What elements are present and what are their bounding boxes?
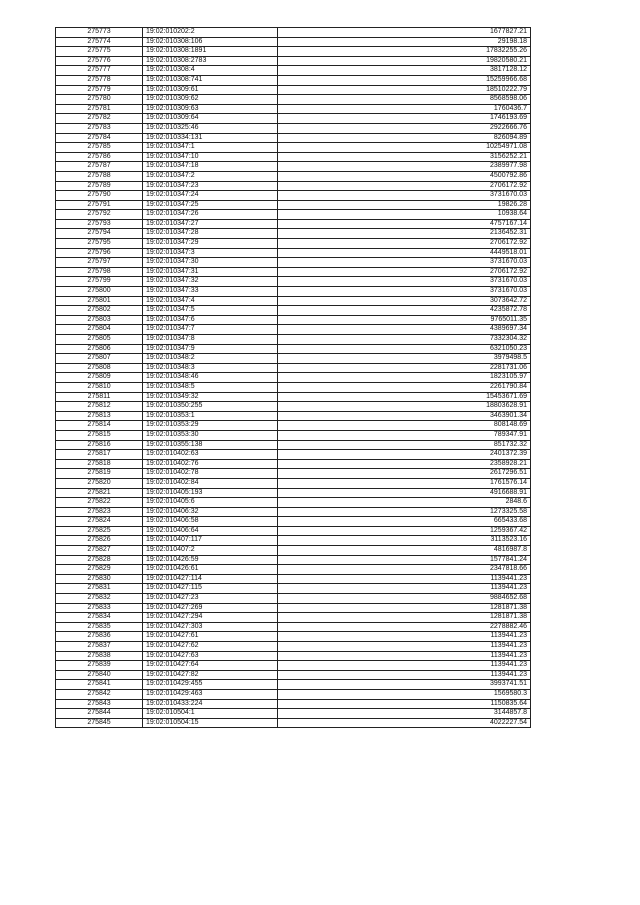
table-row: [56, 392, 531, 402]
value-cell: 4757167.14: [278, 219, 531, 229]
table-row: [56, 507, 531, 517]
value-cell: 1139441.23: [278, 642, 531, 652]
value-cell: 3156252.21: [278, 152, 531, 162]
table-row: [56, 402, 531, 412]
value-cell: 3463901.34: [278, 411, 531, 421]
table-row: [56, 325, 531, 335]
value-cell: 1139441.23: [278, 632, 531, 642]
row-number-cell: 275799: [56, 277, 143, 287]
table-row: [56, 296, 531, 306]
cadastral-number-cell: 19:02:010426:61: [143, 565, 278, 575]
value-cell: 2706172.92: [278, 181, 531, 191]
table-row: [56, 28, 531, 38]
cadastral-number-cell: 19:02:010405:193: [143, 488, 278, 498]
row-number-cell: 275845: [56, 718, 143, 728]
value-cell: 17832255.26: [278, 47, 531, 57]
table-row: [56, 440, 531, 450]
row-number-cell: 275789: [56, 181, 143, 191]
cadastral-number-cell: 19:02:010406:58: [143, 517, 278, 527]
value-cell: 1139441.23: [278, 670, 531, 680]
value-cell: 665433.68: [278, 517, 531, 527]
value-cell: 3993741.51: [278, 680, 531, 690]
row-number-cell: 275784: [56, 133, 143, 143]
row-number-cell: 275843: [56, 699, 143, 709]
row-number-cell: 275826: [56, 536, 143, 546]
row-number-cell: 275791: [56, 200, 143, 210]
row-number-cell: 275794: [56, 229, 143, 239]
table-row: [56, 66, 531, 76]
cadastral-number-cell: 19:02:010308:4: [143, 66, 278, 76]
value-cell: 1139441.23: [278, 574, 531, 584]
table-row: [56, 248, 531, 258]
row-number-cell: 275782: [56, 114, 143, 124]
table-row: [56, 574, 531, 584]
value-cell: 2922666.76: [278, 123, 531, 133]
cadastral-number-cell: 19:02:010347:2: [143, 171, 278, 181]
value-cell: 15453671.69: [278, 392, 531, 402]
table-row: [56, 104, 531, 114]
row-number-cell: 275785: [56, 143, 143, 153]
cadastral-number-cell: 19:02:010347:30: [143, 258, 278, 268]
cadastral-number-cell: 19:02:010309:62: [143, 95, 278, 105]
cadastral-number-cell: 19:02:010402:63: [143, 450, 278, 460]
row-number-cell: 275813: [56, 411, 143, 421]
value-cell: 3073642.72: [278, 296, 531, 306]
cadastral-number-cell: 19:02:010429:463: [143, 689, 278, 699]
value-cell: 1281871.38: [278, 603, 531, 613]
value-cell: 1746193.69: [278, 114, 531, 124]
value-cell: 3731670.03: [278, 287, 531, 297]
row-number-cell: 275818: [56, 459, 143, 469]
value-cell: 15259966.68: [278, 75, 531, 85]
cadastral-number-cell: 19:02:010353:1: [143, 411, 278, 421]
row-number-cell: 275787: [56, 162, 143, 172]
table-row: [56, 229, 531, 239]
value-cell: 4916688.91: [278, 488, 531, 498]
cadastral-number-cell: 19:02:010347:33: [143, 287, 278, 297]
row-number-cell: 275829: [56, 565, 143, 575]
value-cell: 1150835.64: [278, 699, 531, 709]
table-row: [56, 421, 531, 431]
row-number-cell: 275811: [56, 392, 143, 402]
row-number-cell: 275828: [56, 555, 143, 565]
table-row: [56, 709, 531, 719]
table-row: [56, 459, 531, 469]
value-cell: 4500792.86: [278, 171, 531, 181]
table-row: [56, 699, 531, 709]
row-number-cell: 275790: [56, 191, 143, 201]
value-cell: 3979498.5: [278, 354, 531, 364]
value-cell: 1677827.21: [278, 28, 531, 38]
value-cell: 18510222.79: [278, 85, 531, 95]
cadastral-number-cell: 19:02:010308:106: [143, 37, 278, 47]
value-cell: 3144857.8: [278, 709, 531, 719]
value-cell: 2401372.39: [278, 450, 531, 460]
cadastral-number-cell: 19:02:010427:294: [143, 613, 278, 623]
value-cell: 1577841.24: [278, 555, 531, 565]
cadastral-number-cell: 19:02:010334:131: [143, 133, 278, 143]
table-row: [56, 143, 531, 153]
row-number-cell: 275775: [56, 47, 143, 57]
table-row: [56, 488, 531, 498]
table-row: [56, 478, 531, 488]
row-number-cell: 275777: [56, 66, 143, 76]
cadastral-number-cell: 19:02:010347:9: [143, 344, 278, 354]
row-number-cell: 275776: [56, 56, 143, 66]
table-row: [56, 689, 531, 699]
value-cell: 10254971.08: [278, 143, 531, 153]
value-cell: 4816987.8: [278, 546, 531, 556]
value-cell: 4389697.34: [278, 325, 531, 335]
cadastral-number-cell: 19:02:010309:63: [143, 104, 278, 114]
table-row: [56, 718, 531, 728]
cadastral-number-cell: 19:02:010427:63: [143, 651, 278, 661]
row-number-cell: 275838: [56, 651, 143, 661]
table-row: [56, 200, 531, 210]
cadastral-number-cell: 19:02:010427:23: [143, 594, 278, 604]
row-number-cell: 275823: [56, 507, 143, 517]
value-cell: 4022227.54: [278, 718, 531, 728]
table-row: [56, 498, 531, 508]
value-cell: 2278882.46: [278, 622, 531, 632]
row-number-cell: 275814: [56, 421, 143, 431]
row-number-cell: 275816: [56, 440, 143, 450]
cadastral-number-cell: 19:02:010308:741: [143, 75, 278, 85]
value-cell: 826094.89: [278, 133, 531, 143]
cadastral-number-cell: 19:02:010406:64: [143, 526, 278, 536]
cadastral-number-cell: 19:02:010347:1: [143, 143, 278, 153]
table-row: [56, 95, 531, 105]
row-number-cell: 275835: [56, 622, 143, 632]
row-number-cell: 275831: [56, 584, 143, 594]
cadastral-number-cell: 19:02:010427:115: [143, 584, 278, 594]
table-row: [56, 613, 531, 623]
table-row: [56, 382, 531, 392]
table-body: [56, 28, 531, 728]
table-row: [56, 594, 531, 604]
cadastral-number-cell: 19:02:010504:15: [143, 718, 278, 728]
table-row: [56, 258, 531, 268]
cadastral-number-cell: 19:02:010350:255: [143, 402, 278, 412]
row-number-cell: 275824: [56, 517, 143, 527]
cadastral-number-cell: 19:02:010348:5: [143, 382, 278, 392]
row-number-cell: 275792: [56, 210, 143, 220]
row-number-cell: 275774: [56, 37, 143, 47]
cadastral-number-cell: 19:02:010426:59: [143, 555, 278, 565]
cadastral-number-cell: 19:02:010347:7: [143, 325, 278, 335]
table-row: [56, 75, 531, 85]
table-row: [56, 85, 531, 95]
row-number-cell: 275801: [56, 296, 143, 306]
value-cell: 19820580.21: [278, 56, 531, 66]
value-cell: 851732.32: [278, 440, 531, 450]
value-cell: 3113523.16: [278, 536, 531, 546]
row-number-cell: 275773: [56, 28, 143, 38]
table-row: [56, 622, 531, 632]
row-number-cell: 275806: [56, 344, 143, 354]
row-number-cell: 275812: [56, 402, 143, 412]
cadastral-number-cell: 19:02:010347:8: [143, 335, 278, 345]
value-cell: 18803628.91: [278, 402, 531, 412]
cadastral-number-cell: 19:02:010405:6: [143, 498, 278, 508]
value-cell: 1569580.3: [278, 689, 531, 699]
table-row: [56, 411, 531, 421]
table-row: [56, 306, 531, 316]
cadastral-number-cell: 19:02:010347:3: [143, 248, 278, 258]
table-row: [56, 162, 531, 172]
cadastral-number-cell: 19:02:010433:224: [143, 699, 278, 709]
cadastral-number-cell: 19:02:010347:18: [143, 162, 278, 172]
cadastral-number-cell: 19:02:010353:29: [143, 421, 278, 431]
row-number-cell: 275815: [56, 430, 143, 440]
cadastral-number-cell: 19:02:010347:31: [143, 267, 278, 277]
value-cell: 2389977.98: [278, 162, 531, 172]
row-number-cell: 275841: [56, 680, 143, 690]
cadastral-number-cell: 19:02:010427:303: [143, 622, 278, 632]
table-row: [56, 344, 531, 354]
cadastral-number-cell: 19:02:010402:78: [143, 469, 278, 479]
value-cell: 1760436.7: [278, 104, 531, 114]
cadastral-number-cell: 19:02:010309:61: [143, 85, 278, 95]
row-number-cell: 275807: [56, 354, 143, 364]
cadastral-number-cell: 19:02:010347:5: [143, 306, 278, 316]
cadastral-number-cell: 19:02:010347:25: [143, 200, 278, 210]
table-row: [56, 56, 531, 66]
row-number-cell: 275819: [56, 469, 143, 479]
table-row: [56, 152, 531, 162]
cadastral-number-cell: 19:02:010407:2: [143, 546, 278, 556]
row-number-cell: 275779: [56, 85, 143, 95]
table-row: [56, 239, 531, 249]
table-row: [56, 536, 531, 546]
table-row: [56, 430, 531, 440]
cadastral-number-cell: 19:02:010429:455: [143, 680, 278, 690]
row-number-cell: 275836: [56, 632, 143, 642]
cadastral-number-cell: 19:02:010347:27: [143, 219, 278, 229]
value-cell: 2706172.92: [278, 239, 531, 249]
value-cell: 2136452.31: [278, 229, 531, 239]
cadastral-number-cell: 19:02:010325:46: [143, 123, 278, 133]
table-row: [56, 565, 531, 575]
row-number-cell: 275821: [56, 488, 143, 498]
row-number-cell: 275844: [56, 709, 143, 719]
value-cell: 4235872.78: [278, 306, 531, 316]
row-number-cell: 275804: [56, 325, 143, 335]
cadastral-number-cell: 19:02:010402:76: [143, 459, 278, 469]
table-row: [56, 315, 531, 325]
row-number-cell: 275780: [56, 95, 143, 105]
value-cell: 3731670.03: [278, 191, 531, 201]
table-row: [56, 335, 531, 345]
value-cell: 8568598.06: [278, 95, 531, 105]
cadastral-number-cell: 19:02:010347:23: [143, 181, 278, 191]
value-cell: 6321050.23: [278, 344, 531, 354]
value-cell: 1259367.42: [278, 526, 531, 536]
row-number-cell: 275796: [56, 248, 143, 258]
table-row: [56, 363, 531, 373]
row-number-cell: 275827: [56, 546, 143, 556]
value-cell: 1273325.58: [278, 507, 531, 517]
row-number-cell: 275795: [56, 239, 143, 249]
table-row: [56, 373, 531, 383]
value-cell: 3817128.12: [278, 66, 531, 76]
row-number-cell: 275830: [56, 574, 143, 584]
value-cell: 1139441.23: [278, 584, 531, 594]
table-row: [56, 642, 531, 652]
cadastral-number-cell: 19:02:010347:26: [143, 210, 278, 220]
row-number-cell: 275802: [56, 306, 143, 316]
cadastral-number-cell: 19:02:010355:138: [143, 440, 278, 450]
row-number-cell: 275822: [56, 498, 143, 508]
table-row: [56, 632, 531, 642]
table-row: [56, 277, 531, 287]
table-row: [56, 517, 531, 527]
cadastral-number-cell: 19:02:010402:84: [143, 478, 278, 488]
row-number-cell: 275781: [56, 104, 143, 114]
cadastral-number-cell: 19:02:010347:4: [143, 296, 278, 306]
value-cell: 808148.69: [278, 421, 531, 431]
table-row: [56, 469, 531, 479]
value-cell: 789347.91: [278, 430, 531, 440]
value-cell: 10938.64: [278, 210, 531, 220]
row-number-cell: 275803: [56, 315, 143, 325]
table-row: [56, 680, 531, 690]
cadastral-number-cell: 19:02:010348:46: [143, 373, 278, 383]
cadastral-number-cell: 19:02:010427:64: [143, 661, 278, 671]
table-row: [56, 191, 531, 201]
cadastral-number-cell: 19:02:010347:10: [143, 152, 278, 162]
value-cell: 1139441.23: [278, 651, 531, 661]
row-number-cell: 275798: [56, 267, 143, 277]
table-row: [56, 555, 531, 565]
table-row: [56, 450, 531, 460]
value-cell: 2347818.66: [278, 565, 531, 575]
cadastral-number-cell: 19:02:010309:64: [143, 114, 278, 124]
cadastral-number-cell: 19:02:010504:1: [143, 709, 278, 719]
value-cell: 2848.6: [278, 498, 531, 508]
value-cell: 3731670.03: [278, 258, 531, 268]
row-number-cell: 275840: [56, 670, 143, 680]
table-row: [56, 526, 531, 536]
value-cell: 1139441.23: [278, 661, 531, 671]
cadastral-number-cell: 19:02:010407:117: [143, 536, 278, 546]
cadastral-number-cell: 19:02:010347:28: [143, 229, 278, 239]
table-row: [56, 210, 531, 220]
table-row: [56, 546, 531, 556]
table-row: [56, 219, 531, 229]
table-row: [56, 287, 531, 297]
table-row: [56, 354, 531, 364]
row-number-cell: 275839: [56, 661, 143, 671]
table-row: [56, 47, 531, 57]
row-number-cell: 275809: [56, 373, 143, 383]
table-row: [56, 661, 531, 671]
cadastral-number-cell: 19:02:010427:61: [143, 632, 278, 642]
cadastral-number-cell: 19:02:010427:82: [143, 670, 278, 680]
row-number-cell: 275793: [56, 219, 143, 229]
table-row: [56, 114, 531, 124]
table-row: [56, 670, 531, 680]
table-row: [56, 171, 531, 181]
cadastral-number-cell: 19:02:010308:1891: [143, 47, 278, 57]
cadastral-number-cell: 19:02:010347:24: [143, 191, 278, 201]
cadastral-number-cell: 19:02:010348:2: [143, 354, 278, 364]
cadastral-number-cell: 19:02:010202:2: [143, 28, 278, 38]
cadastral-value-table: [55, 27, 531, 728]
value-cell: 1823105.97: [278, 373, 531, 383]
table-row: [56, 133, 531, 143]
value-cell: 2281731.06: [278, 363, 531, 373]
row-number-cell: 275788: [56, 171, 143, 181]
table-row: [56, 123, 531, 133]
row-number-cell: 275825: [56, 526, 143, 536]
row-number-cell: 275820: [56, 478, 143, 488]
table-row: [56, 651, 531, 661]
row-number-cell: 275797: [56, 258, 143, 268]
cadastral-number-cell: 19:02:010308:2783: [143, 56, 278, 66]
cadastral-number-cell: 19:02:010347:29: [143, 239, 278, 249]
cadastral-number-cell: 19:02:010347:6: [143, 315, 278, 325]
cadastral-number-cell: 19:02:010353:30: [143, 430, 278, 440]
row-number-cell: 275817: [56, 450, 143, 460]
cadastral-number-cell: 19:02:010427:269: [143, 603, 278, 613]
value-cell: 2358928.21: [278, 459, 531, 469]
value-cell: 29198.18: [278, 37, 531, 47]
value-cell: 19826.28: [278, 200, 531, 210]
row-number-cell: 275783: [56, 123, 143, 133]
table-row: [56, 181, 531, 191]
cadastral-number-cell: 19:02:010406:32: [143, 507, 278, 517]
row-number-cell: 275832: [56, 594, 143, 604]
value-cell: 4449518.01: [278, 248, 531, 258]
row-number-cell: 275786: [56, 152, 143, 162]
table-row: [56, 603, 531, 613]
table-row: [56, 584, 531, 594]
row-number-cell: 275833: [56, 603, 143, 613]
value-cell: 1281871.38: [278, 613, 531, 623]
row-number-cell: 275837: [56, 642, 143, 652]
row-number-cell: 275810: [56, 382, 143, 392]
cadastral-number-cell: 19:02:010427:114: [143, 574, 278, 584]
row-number-cell: 275805: [56, 335, 143, 345]
table-row: [56, 267, 531, 277]
row-number-cell: 275808: [56, 363, 143, 373]
cadastral-number-cell: 19:02:010348:3: [143, 363, 278, 373]
row-number-cell: 275800: [56, 287, 143, 297]
row-number-cell: 275778: [56, 75, 143, 85]
value-cell: 9884652.68: [278, 594, 531, 604]
value-cell: 3731670.03: [278, 277, 531, 287]
cadastral-number-cell: 19:02:010427:62: [143, 642, 278, 652]
row-number-cell: 275834: [56, 613, 143, 623]
value-cell: 7332304.32: [278, 335, 531, 345]
row-number-cell: 275842: [56, 689, 143, 699]
table-row: [56, 37, 531, 47]
cadastral-number-cell: 19:02:010349:32: [143, 392, 278, 402]
value-cell: 2706172.92: [278, 267, 531, 277]
cadastral-number-cell: 19:02:010347:32: [143, 277, 278, 287]
value-cell: 1761576.14: [278, 478, 531, 488]
value-cell: 9765011.35: [278, 315, 531, 325]
value-cell: 2261790.84: [278, 382, 531, 392]
value-cell: 2617296.51: [278, 469, 531, 479]
